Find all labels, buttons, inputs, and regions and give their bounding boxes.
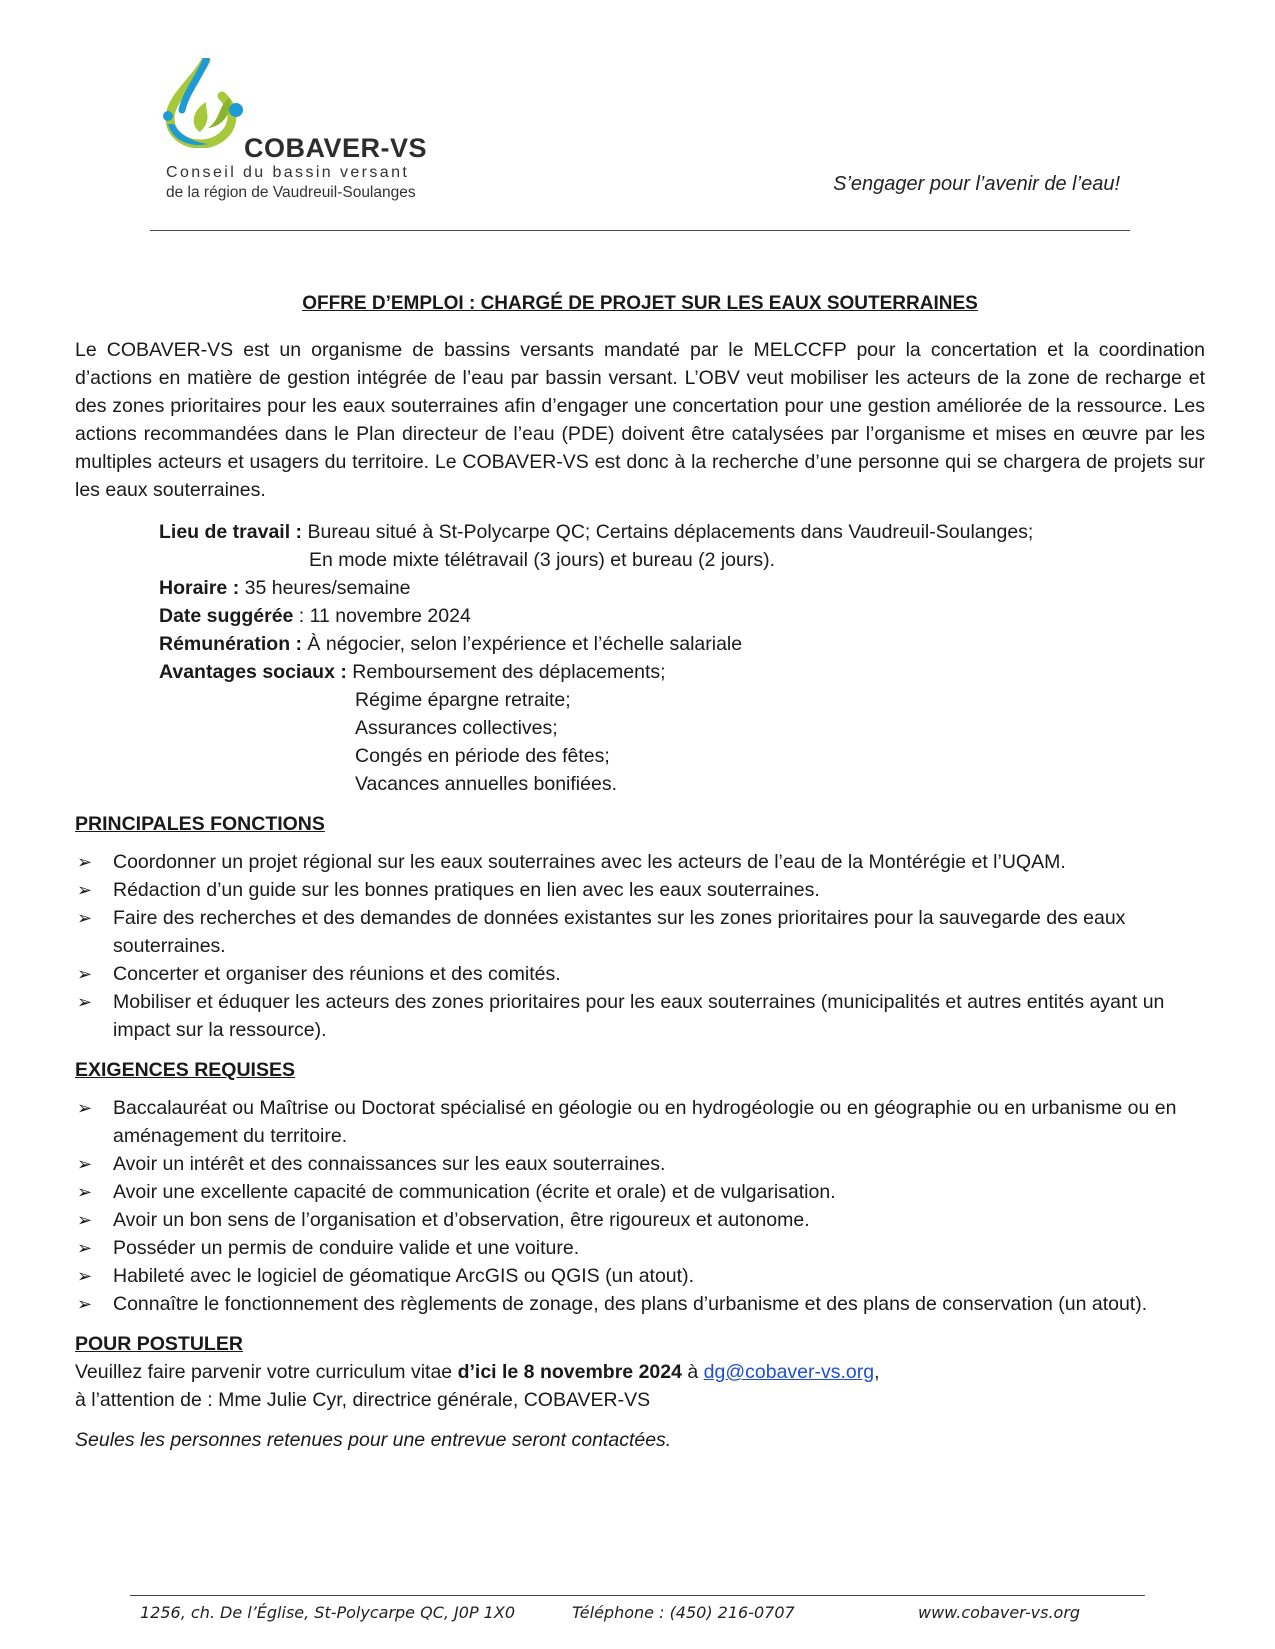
list-item-text: Faire des recherches et des demandes de données existantes sur les zones prioritaires pour la sauvegarde des eaux souterraines.: [113, 907, 1126, 957]
avantage-item: Congés en période des fêtes;: [355, 745, 610, 767]
arrow-bullet-icon: ➢: [77, 852, 93, 872]
footer-address: 1256, ch. De l’Église, St-Polycarpe QC, J0P 1X0: [140, 1603, 515, 1622]
list-item-text: Habileté avec le logiciel de géomatique ArcGIS ou QGIS (un atout).: [113, 1265, 694, 1287]
header-divider: [150, 230, 1130, 231]
detail-label: Lieu de travail :: [159, 521, 303, 543]
detail-value: Bureau situé à St-Polycarpe QC; Certains déplacements dans Vaudreuil-Soulanges;: [302, 521, 1034, 543]
list-item: [75, 1234, 1205, 1262]
detail-label: Avantages sociaux :: [159, 661, 347, 683]
list-item: [75, 1262, 1205, 1290]
list-item-text: Avoir une excellente capacité de communication (écrite et orale) et de vulgarisation.: [113, 1181, 836, 1203]
list-item: [75, 1150, 1205, 1178]
footer-phone: Téléphone : (450) 216-0707: [572, 1603, 795, 1622]
arrow-bullet-icon: ➢: [77, 1098, 93, 1118]
list-item: [75, 1178, 1205, 1206]
list-item: [75, 1206, 1205, 1234]
list-item: [75, 960, 1205, 988]
exigences-list: [75, 1094, 1205, 1318]
logo-name: COBAVER-VS: [244, 133, 428, 163]
list-item-text: Mobiliser et éduquer les acteurs des zones prioritaires pour les eaux souterraines (municipalités et autres entités ayant un impact sur la ressource).: [113, 991, 1165, 1041]
list-item: [75, 876, 1205, 904]
list-item: [75, 904, 1205, 960]
page-title: OFFRE D’EMPLOI : CHARGÉ DE PROJET SUR LES EAUX SOUTERRAINES: [302, 293, 978, 314]
section-heading-fonctions: PRINCIPALES FONCTIONS: [75, 813, 325, 835]
detail-label: Date suggérée: [159, 605, 294, 627]
avantage-item: Assurances collectives;: [355, 717, 558, 739]
list-item-text: Rédaction d’un guide sur les bonnes pratiques en lien avec les eaux souterraines.: [113, 879, 820, 901]
detail-avantages: [159, 658, 1205, 686]
list-item-text: Avoir un bon sens de l’organisation et d’observation, être rigoureux et autonome.: [113, 1209, 810, 1231]
detail-value: À négocier, selon l’expérience et l’échelle salariale: [302, 633, 743, 655]
job-offer-content: [75, 290, 1205, 1454]
arrow-bullet-icon: ➢: [77, 1266, 93, 1286]
footer-divider: [130, 1595, 1145, 1596]
list-item: [75, 988, 1205, 1044]
detail-label: Rémunération :: [159, 633, 303, 655]
arrow-bullet-icon: ➢: [77, 964, 93, 984]
list-item-text: Avoir un intérêt et des connaissances sur les eaux souterraines.: [113, 1153, 666, 1175]
closing-note: Seules les personnes retenues pour une entrevue seront contactées.: [75, 1429, 672, 1451]
detail-value: : 11 novembre 2024: [293, 605, 471, 627]
avantage-item: Régime épargne retraite;: [355, 689, 571, 711]
detail-value: Remboursement des déplacements;: [346, 661, 666, 683]
apply-instructions: [75, 1358, 1205, 1386]
list-item: [75, 1290, 1205, 1318]
list-item: [75, 1094, 1205, 1150]
apply-text: ,: [874, 1361, 880, 1383]
intro-paragraph: Le COBAVER-VS est un organisme de bassins versants mandaté par le MELCCFP pour la concertation et la coordination d’actions en matière de gestion intégrée de l’eau par bassin versant. L’OBV veut mobiliser les acteurs de la zone de recharge et des zones prioritaires pour les eaux souterraines afin d’engager une concertation pour une gestion améliorée de la ressource. Les actions recommandées dans le Plan directeur de l’eau (PDE) doivent être catalysées par l’organisme et mises en œuvre par les multiples acteurs et usagers du territoire. Le COBAVER-VS est donc à la recherche d’une personne qui se chargera de projets sur les eaux souterraines.: [75, 339, 1205, 501]
arrow-bullet-icon: ➢: [77, 1238, 93, 1258]
detail-remuneration: [159, 630, 1205, 658]
detail-date: [159, 602, 1205, 630]
arrow-bullet-icon: ➢: [77, 992, 93, 1012]
arrow-bullet-icon: ➢: [77, 880, 93, 900]
arrow-bullet-icon: ➢: [77, 1210, 93, 1230]
detail-lieu: [159, 518, 1205, 546]
list-item-text: Connaître le fonctionnement des règlements de zonage, des plans d’urbanisme et des plans de conservation (un atout).: [113, 1293, 1148, 1315]
list-item: [75, 848, 1205, 876]
footer-website[interactable]: www.cobaver-vs.org: [918, 1603, 1081, 1622]
water-drop-logo-icon: [160, 58, 250, 148]
list-item-text: Coordonner un projet régional sur les eaux souterraines avec les acteurs de l’eau de la Montérégie et l’UQAM.: [113, 851, 1066, 873]
apply-deadline: d’ici le 8 novembre 2024: [457, 1361, 682, 1383]
logo-subtitle-region: de la région de Vaudreuil-Soulanges: [166, 184, 416, 201]
section-heading-exigences: EXIGENCES REQUISES: [75, 1059, 295, 1081]
avantage-item: Vacances annuelles bonifiées.: [355, 773, 617, 795]
detail-label: Horaire :: [159, 577, 240, 599]
arrow-bullet-icon: ➢: [77, 1182, 93, 1202]
apply-attention: à l’attention de : Mme Julie Cyr, directrice générale, COBAVER-VS: [75, 1389, 651, 1411]
section-heading-postuler: POUR POSTULER: [75, 1333, 243, 1355]
detail-lieu-line2: En mode mixte télétravail (3 jours) et bureau (2 jours).: [309, 549, 776, 571]
logo-subtitle: Conseil du bassin versant: [166, 164, 410, 181]
apply-text: à: [681, 1361, 704, 1383]
detail-value: 35 heures/semaine: [239, 577, 411, 599]
arrow-bullet-icon: ➢: [77, 1294, 93, 1314]
list-item-text: Baccalauréat ou Maîtrise ou Doctorat spécialisé en géologie ou en hydrogéologie ou en géographie ou en urbanisme ou en aménagement du territoire.: [113, 1097, 1177, 1147]
logo: [160, 58, 430, 208]
detail-horaire: [159, 574, 1205, 602]
arrow-bullet-icon: ➢: [77, 908, 93, 928]
fonctions-list: [75, 848, 1205, 1044]
apply-text: Veuillez faire parvenir votre curriculum vitae: [75, 1361, 458, 1383]
arrow-bullet-icon: ➢: [77, 1154, 93, 1174]
list-item-text: Posséder un permis de conduire valide et une voiture.: [113, 1237, 580, 1259]
tagline: S’engager pour l’avenir de l’eau!: [833, 173, 1120, 195]
job-details: [159, 518, 1205, 798]
list-item-text: Concerter et organiser des réunions et des comités.: [113, 963, 561, 985]
email-link[interactable]: dg@cobaver-vs.org: [703, 1361, 875, 1383]
